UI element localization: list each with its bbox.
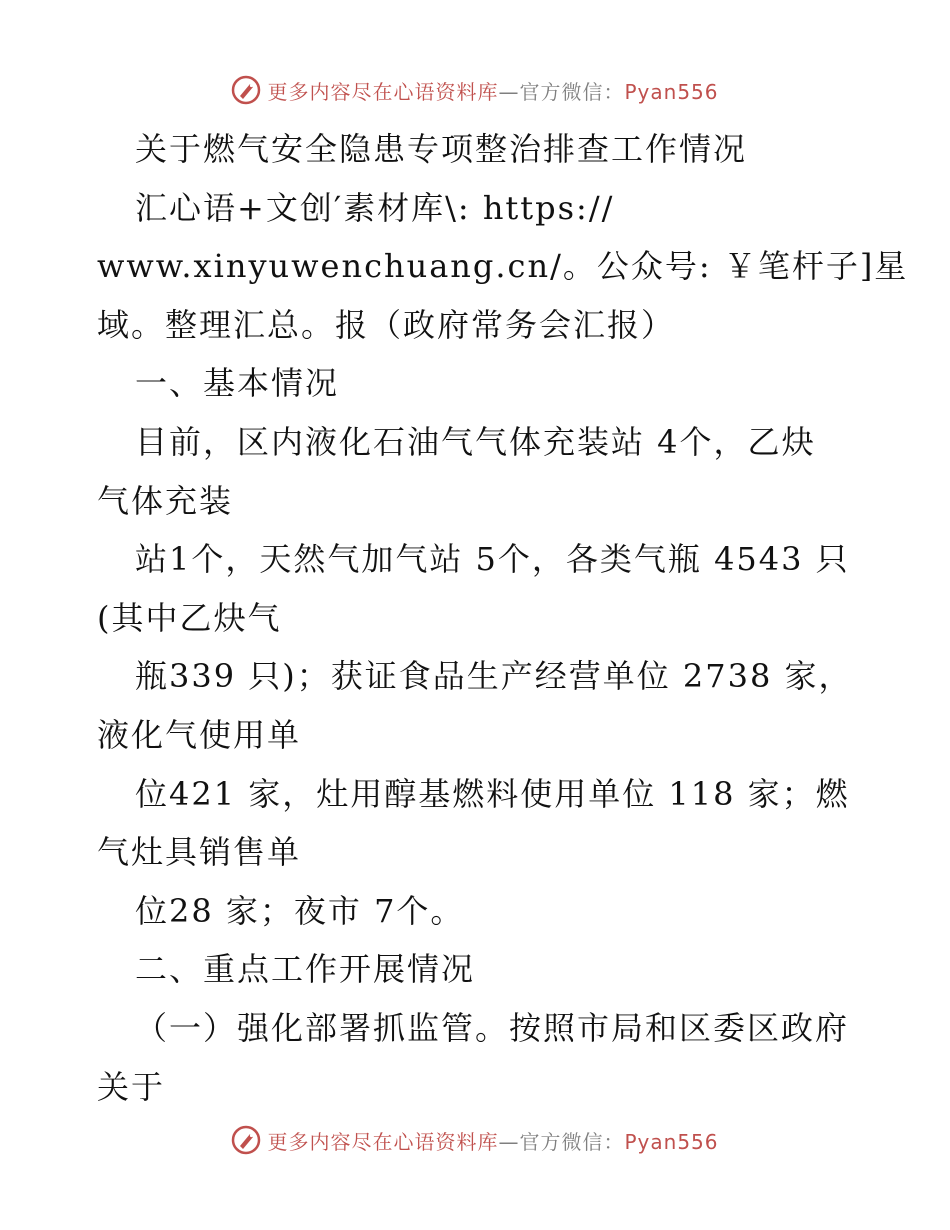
header-watermark-banner xyxy=(0,70,950,110)
document-line: 气体充装 xyxy=(97,481,234,520)
banner-text xyxy=(267,76,718,105)
document-line: 站1个，天然气加气站 5个，各类气瓶 4543 只 xyxy=(135,540,850,579)
document-line: 位28 家；夜市 7个。 xyxy=(135,891,465,930)
footer-watermark-banner xyxy=(0,1120,950,1160)
document-line: （一）强化部署抓监管。按照市局和区委区政府 xyxy=(135,1008,850,1047)
document-line: 目前，区内液化石油气气体充装站 4个，乙炔 xyxy=(135,422,816,461)
banner-wechat-label: 官方微信： xyxy=(519,1129,625,1154)
pen-nib-logo-icon xyxy=(231,75,261,105)
document-line: 域。整理汇总。报（政府常务会汇报） xyxy=(97,305,676,344)
banner-site-name: 更多内容尽在心语资料库 xyxy=(267,1129,499,1154)
document-line: www.xinyuwenchuang.cn/。公众号: ￥笔杆子]星 xyxy=(97,247,909,286)
banner-dash: — xyxy=(498,79,520,104)
banner-text xyxy=(267,1126,718,1155)
document-title: 关于燃气安全隐患专项整治排查工作情况 xyxy=(135,130,748,168)
document-line: 关于 xyxy=(97,1067,166,1106)
document-line: 气灶具销售单 xyxy=(97,833,302,872)
document-line: 位421 家，灶用醇基燃料使用单位 118 家；燃 xyxy=(135,774,850,813)
section-heading-basic: 一、基本情况 xyxy=(135,364,340,403)
document-line: (其中乙炔气 xyxy=(97,598,282,637)
banner-dash: — xyxy=(498,1129,520,1154)
banner-wechat-id: Pyan556 xyxy=(624,79,719,104)
banner-wechat-label: 官方微信： xyxy=(519,79,625,104)
banner-wechat-id: Pyan556 xyxy=(624,1129,719,1154)
banner-site-name: 更多内容尽在心语资料库 xyxy=(267,79,499,104)
document-body xyxy=(97,120,909,1116)
document-line: 瓶339 只)；获证食品生产经营单位 2738 家， xyxy=(135,657,853,696)
pen-nib-logo-icon xyxy=(231,1125,261,1155)
document-line: 液化气使用单 xyxy=(97,715,302,754)
document-line: 汇心语+文创′素材库\: https:// xyxy=(135,188,615,227)
section-heading-key-work: 二、重点工作开展情况 xyxy=(135,950,476,989)
